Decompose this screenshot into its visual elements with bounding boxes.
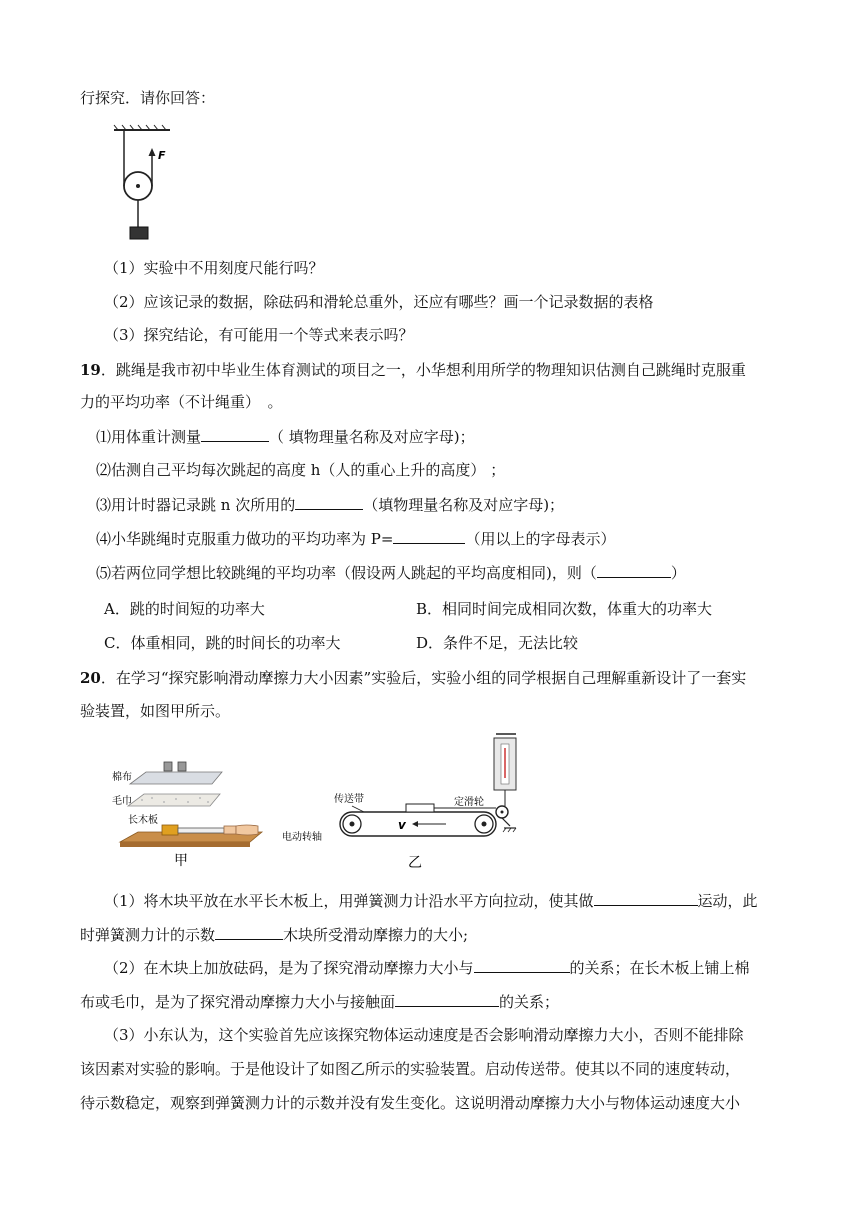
q19-step-5: ⑸若两位同学想比较跳绳的平均功率（假设两人跳起的平均高度相同)，则（ ） xyxy=(96,564,686,582)
q19-step-2: ⑵估测自己平均每次跳起的高度 h（人的重心上升的高度） ； xyxy=(96,461,506,479)
q18-sub1: （1）实验中不用刻度尺能行吗？ xyxy=(104,259,324,277)
q19-step-1: ⑴用体重计测量 （ 填物理量名称及对应字母)； xyxy=(96,428,475,446)
label-v: v xyxy=(398,818,406,832)
q19-option-b[interactable]: B．相同时间完成相同次数，体重大的功率大 xyxy=(416,600,713,618)
answer-blank[interactable] xyxy=(393,528,465,544)
figure-jia xyxy=(112,752,272,870)
q20-part1-b: 时弹簧测力计的示数 木块所受滑动摩擦力的大小; xyxy=(80,926,469,944)
q19-number: 19 xyxy=(80,361,101,379)
answer-blank[interactable] xyxy=(597,562,671,578)
label-pulley: 定滑轮 xyxy=(454,797,484,808)
q19-step-3: ⑶用计时器记录跳 n 次所用的 （填物理量名称及对应字母)； xyxy=(96,496,565,514)
answer-blank[interactable] xyxy=(295,494,363,510)
q19-option-d[interactable]: D．条件不足，无法比较 xyxy=(416,634,579,652)
q19-option-a[interactable]: A．跳的时间短的功率大 xyxy=(104,600,265,618)
q19-step-4: ⑷小华跳绳时克服重力做功的平均功率为 P= （用以上的字母表示） xyxy=(96,530,616,548)
q19-stem-2: 力的平均功率（不计绳重） 。 xyxy=(80,393,283,411)
label-jia: 甲 xyxy=(174,853,188,869)
q18-intro: 行探究．请你回答： xyxy=(80,89,216,107)
label-board: 长木板 xyxy=(128,815,158,826)
q20-stem-1: 20．在学习“探究影响滑动摩擦力大小因素”实验后，实验小组的同学根据自己理解重新设计了一套实 xyxy=(80,669,747,687)
q20-number: 20 xyxy=(80,669,101,687)
q20-part1-a: （1）将木块平放在水平长木板上，用弹簧测力计沿水平方向拉动，使其做 运动，此 xyxy=(104,892,758,910)
answer-blank[interactable] xyxy=(201,426,269,442)
pulley-figure xyxy=(112,124,202,244)
answer-blank[interactable] xyxy=(215,924,283,940)
q20-part2-a: （2）在木块上加放砝码，是为了探究滑动摩擦力大小与 的关系；在长木板上铺上棉 xyxy=(104,959,750,977)
q20-part3-a: （3）小东认为，这个实验首先应该探究物体运动速度是否会影响滑动摩擦力大小，否则不能排除 xyxy=(104,1026,744,1044)
figure-yi xyxy=(280,732,520,872)
answer-blank[interactable] xyxy=(474,957,570,973)
q20-part2-b: 布或毛巾，是为了探究滑动摩擦力大小与接触面 的关系； xyxy=(80,993,560,1011)
label-yi: 乙 xyxy=(408,855,422,871)
label-motor: 电动转轴 xyxy=(282,832,322,843)
answer-blank[interactable] xyxy=(594,890,698,906)
q18-sub3: （3）探究结论，有可能用一个等式来表示吗？ xyxy=(104,326,414,344)
q20-stem-2: 验装置，如图甲所示。 xyxy=(80,702,231,720)
q19-stem-1: 19．跳绳是我市初中毕业生体育测试的项目之一，小华想利用所学的物理知识估测自己跳绳时克服重 xyxy=(80,361,746,379)
label-towel: 毛巾 xyxy=(112,796,132,807)
q20-part3-c: 待示数稳定，观察到弹簧测力计的示数并没有发生变化。这说明滑动摩擦力大小与物体运动速度大小 xyxy=(80,1094,741,1112)
label-cotton: 棉布 xyxy=(112,772,132,783)
label-belt: 传送带 xyxy=(334,794,364,805)
q19-option-c[interactable]: C．体重相同，跳的时间长的功率大 xyxy=(104,634,341,652)
answer-blank[interactable] xyxy=(395,991,499,1007)
force-label: F xyxy=(158,149,166,162)
q18-sub2: （2）应该记录的数据，除砝码和滑轮总重外，还应有哪些？画一个记录数据的表格 xyxy=(104,293,654,311)
q20-part3-b: 该因素对实验的影响。于是他设计了如图乙所示的实验装置。启动传送带。使其以不同的速度转动， xyxy=(80,1060,741,1078)
